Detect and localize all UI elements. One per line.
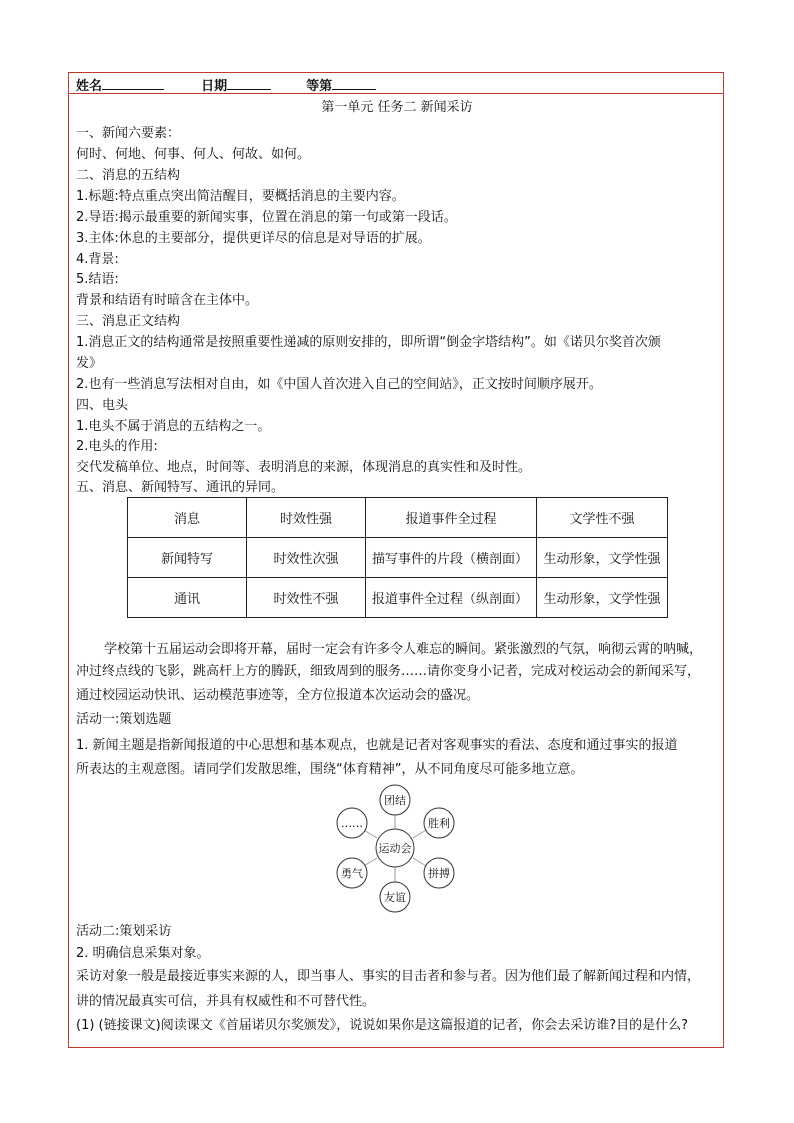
- intro-line1: 学校第十五届运动会即将开幕，届时一定会有许多令人难忘的瞬间。紧张激烈的气氛，响彻云霄的呐喊，: [104, 642, 703, 657]
- node-label: 拼搏: [428, 867, 450, 880]
- section2-item: 2.导语:揭示最重要的新闻实事，位置在消息的第一句或第一段话。: [76, 210, 457, 225]
- date-label: 日期: [201, 79, 228, 94]
- node-label: 胜利: [428, 817, 450, 830]
- table-cell: 文学性不强: [537, 498, 668, 538]
- section2-note: 背景和结语有时暗含在主体中。: [76, 293, 259, 308]
- section5-heading: 五、消息、新闻特写、通讯的异同。: [76, 480, 285, 495]
- node-label: ……: [341, 817, 363, 830]
- section3-heading: 三、消息正文结构: [76, 314, 181, 329]
- activity2-question: (1) (链接课文)阅读课文《首届诺贝尔奖颁发》，说说如果你是这篇报道的记者，你会去采访谁?目的是什么?: [76, 1018, 688, 1033]
- intro-line3: 通过校园运动快讯、运动模范事迹等，全方位报道本次运动会的盛况。: [76, 688, 480, 703]
- intro-line2: 冲过终点线的飞影，跳高杆上方的腾跃，细致周到的服务……请你变身小记者，完成对校运动会的新闻采写，: [76, 664, 701, 679]
- table-row: [128, 538, 668, 578]
- activity1-line2: 所表达的主观意图。请同学们发散思维，围绕“体育精神”，从不同角度尽可能多地立意。: [76, 762, 584, 777]
- table-row: [128, 578, 668, 618]
- grade-blank: [332, 76, 376, 90]
- center-label: 运动会: [378, 842, 412, 855]
- section4-item2: 2.电头的作用:: [76, 439, 158, 454]
- section4-heading: 四、电头: [76, 398, 129, 413]
- name-label: 姓名: [76, 79, 103, 94]
- node-label: 勇气: [341, 867, 363, 880]
- table-row: [128, 498, 668, 538]
- header-fields: [76, 76, 376, 97]
- activity2-item2: 2. 明确信息采集对象。: [76, 946, 210, 961]
- section3-item1-line2: 发》: [76, 356, 103, 371]
- section2-item: 5.结语:: [76, 272, 119, 287]
- table-cell: 时效性次强: [247, 538, 366, 578]
- section2-item: 1.标题:特点重点突出简洁醒目，要概括消息的主要内容。: [76, 189, 405, 204]
- section1-heading: 一、新闻六要素：: [76, 126, 181, 141]
- activity1-line1: 1. 新闻主题是指新闻报道的中心思想和基本观点，也就是记者对客观事实的看法、态度和通过事实的报道: [76, 738, 678, 753]
- worksheet-title: 第一单元 任务二 新闻采访: [321, 100, 473, 115]
- section4-item1: 1.电头不属于消息的五结构之一。: [76, 419, 271, 434]
- table-cell: 新闻特写: [128, 538, 247, 578]
- section2-item: 4.背景:: [76, 252, 119, 267]
- activity1-heading: 活动一:策划选题: [76, 712, 172, 727]
- table-cell: 生动形象，文学性强: [537, 578, 668, 618]
- node-label: 团结: [384, 794, 406, 807]
- table-cell: 时效性不强: [247, 578, 366, 618]
- section2-item: 3.主体:休息的主要部分，提供更详尽的信息是对导语的扩展。: [76, 231, 431, 246]
- activity2-heading: 活动二:策划采访: [76, 924, 172, 939]
- table-cell: 生动形象，文学性强: [537, 538, 668, 578]
- activity2-line2: 讲的情况最真实可信，并具有权威性和不可替代性。: [76, 994, 376, 1009]
- activity2-line1: 采访对象一般是最接近事实来源的人，即当事人、事实的目击者和参与者。因为他们最了解新闻过程和内情，: [76, 969, 701, 984]
- section4-item2-content: 交代发稿单位、地点，时间等、表明消息的来源，体现消息的真实性和及时性。: [76, 460, 532, 475]
- table-cell: 消息: [128, 498, 247, 538]
- section3-item1-line1: 1.消息正文的结构通常是按照重要性递减的原则安排的，即所谓“倒金字塔结构”。如《诺贝尔奖首次颁: [76, 335, 661, 350]
- name-blank: [102, 76, 164, 90]
- grade-label: 等第: [306, 79, 333, 94]
- table-cell: 描写事件的片段（横剖面）: [366, 538, 537, 578]
- date-blank: [227, 76, 271, 90]
- section3-item2: 2.也有一些消息写法相对自由，如《中国人首次进入自己的空间站》，正文按时间顺序展开。: [76, 377, 602, 392]
- table-cell: 通讯: [128, 578, 247, 618]
- table-cell: 报道事件全过程: [366, 498, 537, 538]
- sports-spirit-diagram: [330, 782, 460, 914]
- section1-content: 何时、何地、何事、何人、何故、如何。: [76, 147, 311, 162]
- table-cell: 报道事件全过程（纵剖面）: [366, 578, 537, 618]
- section2-heading: 二、消息的五结构: [76, 168, 181, 183]
- comparison-table: [127, 497, 668, 618]
- table-cell: 时效性强: [247, 498, 366, 538]
- node-label: 友谊: [384, 891, 406, 904]
